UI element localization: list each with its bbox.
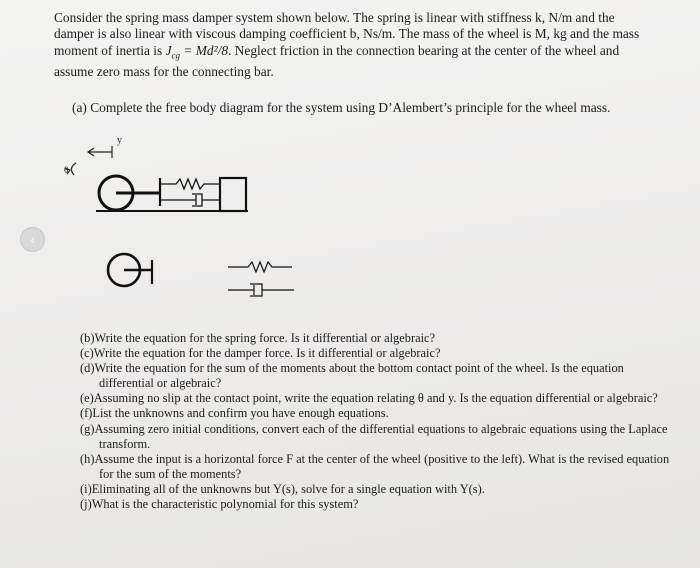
back-nav-button[interactable]	[20, 227, 45, 252]
y-label: y	[117, 135, 122, 146]
intro-line-1: Consider the spring mass damper system shown below. The spring is linear with stiffness k, N/m and the	[54, 10, 615, 25]
question-j: (j)What is the characteristic polynomial for this system?	[80, 497, 359, 512]
wheel	[99, 176, 160, 210]
question-c: (c)Write the equation for the damper force. Is it differential or algebraic?	[80, 346, 441, 361]
problem-statement	[54, 10, 684, 80]
theta-rotation-arrow	[65, 163, 76, 175]
question-b: (b)Write the equation for the spring force. Is it differential or algebraic?	[80, 331, 436, 345]
fbd-wheel	[108, 254, 152, 286]
damper	[160, 194, 220, 206]
intro-line-2: damper is also linear with viscous damping coefficient b, Ns/m. The mass of the wheel is M, kg and the mass	[54, 26, 640, 42]
question-d: (d)Write the equation for the sum of the moments about the bottom contact point of the wheel. Is the equation differential or algebraic?	[80, 361, 624, 391]
theta-label: θ	[64, 165, 69, 175]
question-e: (e)Assuming no slip at the contact point, write the equation relating θ and y. Is the equation differential or algebraic?	[80, 391, 658, 406]
spring	[160, 179, 220, 189]
question-i: (i)Eliminating all of the unknowns but Y(s), solve for a single equation with Y(s).	[80, 481, 485, 496]
intro-line-3-pre: moment of inertia is	[54, 42, 166, 58]
back-arrow-icon: ‹	[30, 232, 35, 247]
part-a-prompt: (a) Complete the free body diagram for the system using D’Alembert’s principle for the wheel mass.	[72, 100, 611, 115]
question-list	[80, 331, 680, 512]
fbd-spring	[228, 262, 292, 272]
y-displacement-arrow	[88, 146, 112, 158]
fixed-wall	[220, 178, 246, 211]
question-h: (h)Assume the input is a horizontal force F at the center of the wheel (positive to the left). What is the revised equation for the sum of the moments?	[80, 451, 670, 481]
inertia-symbol: J	[165, 42, 172, 58]
inertia-formula: = Md²/8	[180, 42, 229, 58]
fbd-damper	[228, 284, 294, 296]
inertia-subscript: cg	[171, 50, 181, 61]
intro-line-3-post: . Neglect friction in the connection bearing at the center of the wheel and	[228, 42, 620, 58]
intro-line-4: assume zero mass for the connecting bar.	[54, 63, 274, 79]
question-g: (g)Assuming zero initial conditions, convert each of the differential equations to algebraic equations using the Laplace transform.	[80, 421, 668, 451]
question-f: (f)List the unknowns and confirm you have enough equations.	[80, 406, 389, 421]
